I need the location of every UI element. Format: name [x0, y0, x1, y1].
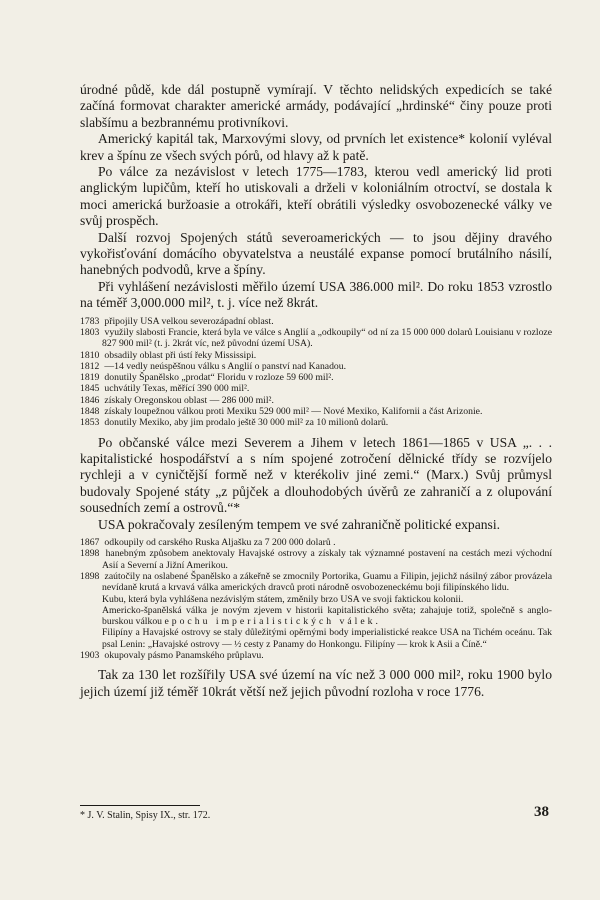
- paragraph-6: Po občanské válce mezi Severem a Jihem v letech 1861—1865 v USA „. . . kapitalistické hospodářství a s ním spojené zotročení dělnické třídy se rozvíjelo rychleji a v cyničtější formě než v kterékoliv jiné zemi.“ (Marx.) Svůj průmysl budovaly Spojené státy „z půjček a dlouhodobých úvěrů ze zahraničí a z olupování sousedních zemí a ostrovů.“*: [80, 434, 552, 516]
- page-body: [80, 82, 552, 700]
- paragraph-3: Po válce za nezávislost v letech 1775—1783, kterou vedl americký lid proti anglickým lupičům, kteří ho utiskovali a drželi v koloniálním otroctví, se dostala k moci americká buržoasie a otrokáři, kteří obrátili výsledky osvobozenecké války ve svůj prospěch.: [80, 164, 552, 229]
- footnote: * J. V. Stalin, Spisy IX., str. 172.: [80, 810, 211, 821]
- paragraph-2: Americký kapitál tak, Marxovými slovy, od prvních let existence* kolonií vyléval krev a špínu ze všech svých pórů, od hlavy až k patě.: [80, 131, 552, 163]
- paragraph-1: úrodné půdě, kde dál postupně vymírají. V těchto nelidských expedicích se také začíná formovat charakter americké armády, podávající „hrdinské“ činy pouze proti slabšímu a bezbrannému protivníkovi.: [80, 82, 552, 130]
- paragraph-4: Další rozvoj Spojených států severoamerických — to jsou dějiny dravého vykořisťování domácího obyvatelstva a neustálé expanse pomocí brutálního násilí, hanebných podvodů, krve a špíny.: [80, 229, 552, 278]
- list-item: Americko-španělská válka je novým zjevem v historii kapitalistického světa; zahajuje totiž, společně s anglo-burskou válkou epochu imperialistických válek.: [102, 604, 552, 628]
- list-item: 1810 obsadily oblast při ústí řeky Mississipi.: [80, 349, 257, 361]
- paragraph-8: Tak za 130 let rozšířily USA své území na víc než 3 000 000 mil², roku 1900 bylo jejich území již téměř 10krát větší než jejich původní rozloha v roce 1776.: [80, 667, 552, 699]
- list-item: Filipíny a Havajské ostrovy se staly důležitými opěrnými body imperialistické reakce USA na Tichém oceánu. Tak psal Lenin: „Havajské ostrovy — ½ cesty z Panamy do Honkongu. Filipíny — krok k Asii a Číně.“: [102, 627, 552, 650]
- paragraph-7: USA pokračovaly zesíleným tempem ve své zahraničně politické expansi.: [98, 516, 501, 532]
- list-item: Kubu, která byla vyhlášena nezávislým státem, změnily brzo USA ve svoji faktickou kolonii.: [102, 593, 464, 605]
- list-item: 1853 donutily Mexiko, aby jim prodalo ještě 30 000 mil² za 10 milionů dolarů.: [80, 417, 389, 429]
- list-item: 1819 donutily Španělsko „prodat“ Floridu v rozloze 59 600 mil².: [80, 372, 334, 384]
- list-item: 1803 využily slabosti Francie, která byla ve válce s Anglií a „odkoupily“ od ní za 15 000 000 dolarů Louisianu v rozloze 827 900 mil² (t. j. 2krát víc, než původní území USA).: [80, 326, 553, 350]
- list-item: 1846 získaly Oregonskou oblast — 286 000 mil².: [80, 394, 274, 406]
- chronology-list-1: [80, 316, 552, 429]
- footnote-divider: [80, 805, 200, 806]
- list-item: 1812 —14 vedly neúspěšnou válku s Anglií o panství nad Kanadou.: [80, 360, 347, 372]
- list-item: 1898 hanebným způsobem anektovaly Havajské ostrovy a získaly tak významné postavení na cestách mezi východní Asií a Severní a Jižní Amerikou.: [80, 548, 553, 571]
- chronology-list-2: [80, 537, 552, 661]
- paragraph-5: Při vyhlášení nezávislosti měřilo území USA 386.000 mil². Do roku 1853 vzrostlo na téměř 3,000.000 mil², t. j. více než 8krát.: [80, 278, 552, 311]
- list-item: 1903 okupovaly pásmo Panamského průplavu.: [80, 650, 264, 662]
- list-item: 1898 zaútočily na oslabené Španělsko a zákeřně se zmocnily Portorika, Guamu a Filipin, jejichž násilný zábor provázela nevídaně krutá a krvavá válka amerických dravců proti národně osvobozeneckému boji filipínského lidu.: [80, 570, 553, 594]
- list-item: 1783 připojily USA velkou severozápadní oblast.: [80, 315, 274, 327]
- list-item: 1845 uchvátily Texas, měřící 390 000 mil².: [80, 383, 250, 395]
- page-number: 38: [534, 804, 549, 820]
- list-item: 1848 získaly loupežnou válkou proti Mexiku 529 000 mil² — Nové Mexiko, Kalifornii a část Arizonie.: [80, 406, 483, 418]
- list-item: 1867 odkoupily od carského Ruska Aljašku za 7 200 000 dolarů .: [80, 537, 336, 549]
